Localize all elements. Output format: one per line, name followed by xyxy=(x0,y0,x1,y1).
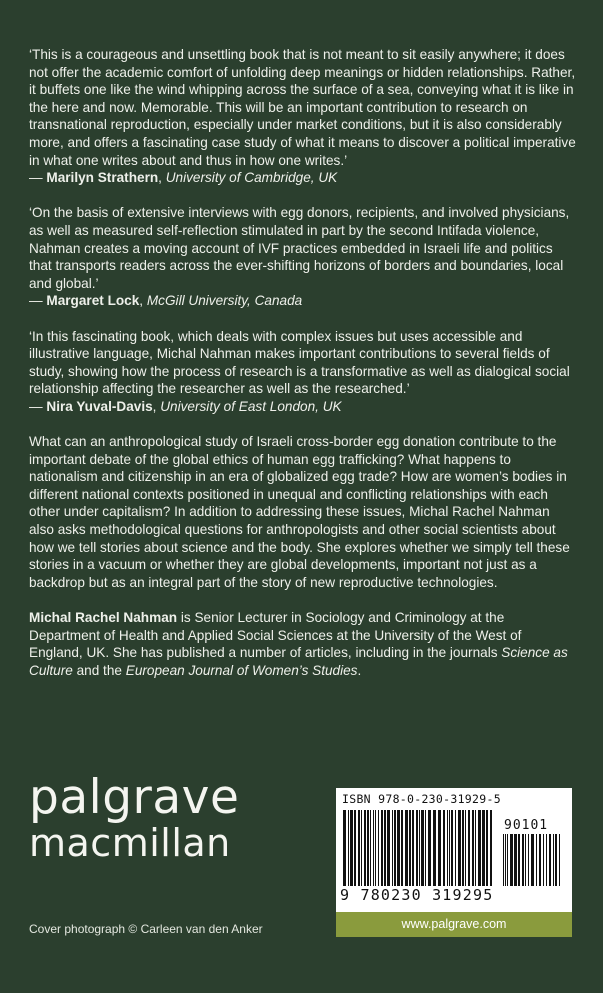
bio-text xyxy=(29,609,577,679)
barcode-bar xyxy=(468,810,470,886)
barcode-bar xyxy=(531,834,534,886)
barcode-bar xyxy=(392,810,393,886)
attribution-dash: — xyxy=(29,398,47,414)
book-description xyxy=(29,433,577,591)
barcode-bar xyxy=(518,834,520,886)
barcode-bar xyxy=(447,810,448,886)
barcode-bar xyxy=(394,810,396,886)
logo-line-2: macmillan xyxy=(29,821,231,865)
bio-text-part: and the xyxy=(72,662,126,678)
attribution-separator: , xyxy=(139,293,147,309)
barcode-bar xyxy=(472,810,474,886)
attribution-name: Marilyn Strathern xyxy=(46,170,159,186)
barcode-bar xyxy=(482,810,485,886)
barcode-bar xyxy=(364,810,366,886)
cover-photo-credit: Cover photograph © Carleen van den Anker xyxy=(29,922,263,936)
logo-line-1: palgrave xyxy=(29,770,240,825)
barcode-bar xyxy=(433,810,436,886)
barcode-bar xyxy=(522,834,524,886)
barcode-bar xyxy=(409,810,411,886)
quote-text: ‘This is a courageous and unsettling book that is not meant to sit easily anywhere; it does not offer the academic comfort of unfolding deep meanings or hidden relationships. Rather, it buffets one like the wind whipping across the surface of a sea, conveying what it is like in the here and now. Memorable. This will be an important contribution to research on transnational reproduction, especially under market conditions, but it is also considerably more, and offers a fascinating case study of what it means to discover a political imperative in what one writes about and thus in how one writes.’ xyxy=(29,47,576,168)
barcode-bar xyxy=(514,834,517,886)
barcode-bar xyxy=(465,810,466,886)
barcode-bar xyxy=(387,810,390,886)
attribution-institution: University of East London, UK xyxy=(160,398,342,414)
quote-attribution xyxy=(29,292,577,310)
barcode-bar xyxy=(455,810,456,886)
barcode-bar xyxy=(553,834,554,886)
isbn-label: ISBN 978-0-230-31929-5 xyxy=(342,792,501,806)
quote-text: ‘In this fascinating book, which deals with complex issues but uses accessible and illustrative language, Michal Nahman makes important contributions to several fields of study, showing how the process of research is a transformative as well as dialogical social relationship affecting the researcher as well as the researched.’ xyxy=(29,328,570,397)
barcode-bar xyxy=(528,834,529,886)
barcode-bar xyxy=(373,810,374,886)
barcode-bar xyxy=(451,810,453,886)
barcode-bar xyxy=(449,810,450,886)
barcode-bar xyxy=(555,834,557,886)
publisher-logo xyxy=(29,770,240,865)
description-text: What can an anthropological study of Israeli cross-border egg donation contribute to the important debate of the global ethics of human egg trafficking? What happens to nationalism and citizenship in an era of globalized egg trade? How are women’s bodies in different national contexts positioned in unequal and conflicting relationships with each other under capitalism? In addition to addressing these issues, Michal Rachel Nahman also asks methodological questions for anthropologists and other social scientists about how we tell stories about science and the body. She explores whether we simply tell these stories in a vacuum or whether they are global developments, important not just as a backdrop but as an integral part of the story of new reproductive technologies. xyxy=(29,434,570,590)
bio-text-part: is Senior Lecturer in Sociology and Criminology at the Department of Health and Applied Social Sciences at the University of the West of England, UK. She has published a number of articles, including in the journals xyxy=(29,610,522,661)
barcode-bar xyxy=(536,834,537,886)
barcode-bar xyxy=(421,810,424,886)
barcode-addon-bars xyxy=(502,834,564,886)
barcode-bar xyxy=(350,810,353,886)
bio-text-part: . xyxy=(357,662,362,678)
barcode-bar xyxy=(343,810,346,886)
barcode-bar xyxy=(428,810,431,886)
barcode-bar xyxy=(381,810,383,886)
barcode-bar xyxy=(503,834,504,886)
attribution-dash: — xyxy=(29,293,47,309)
barcode-bar xyxy=(438,810,441,886)
isbn-barcode xyxy=(336,788,572,912)
barcode-bar xyxy=(405,810,408,886)
barcode-bar xyxy=(378,810,379,886)
barcode-bar xyxy=(348,810,349,886)
barcode-bar xyxy=(384,810,386,886)
barcode-bar xyxy=(367,810,369,886)
barcode-bar xyxy=(507,834,508,886)
barcode-bar xyxy=(375,810,376,886)
barcode-bar xyxy=(370,810,371,886)
journal-title: Science as Culture xyxy=(29,645,568,678)
barcode-bar xyxy=(425,810,426,886)
barcode-bar xyxy=(354,810,356,886)
barcode-bar xyxy=(543,834,544,886)
quote-text: ‘On the basis of extensive interviews with egg donors, recipients, and involved physicians, as well as measured self-reflection stimulated in part by the second Intifada violence, Nahman creates a moving account of IVF practices embedded in Israeli life and politics that transports readers across the ever-shifting horizons of borders and boundaries, local and global.’ xyxy=(29,205,570,291)
barcode-bar xyxy=(475,810,476,886)
quote-attribution xyxy=(29,169,577,187)
attribution-separator: , xyxy=(158,170,166,186)
barcode-bar xyxy=(549,834,551,886)
barcode-price-code: 90101 xyxy=(504,818,549,833)
barcode-bar xyxy=(462,810,464,886)
back-cover-text xyxy=(29,46,577,697)
attribution-name: Margaret Lock xyxy=(46,293,140,309)
barcode-bar xyxy=(525,834,526,886)
attribution-name: Nira Yuval-Davis xyxy=(46,398,153,414)
attribution-dash: — xyxy=(29,170,47,186)
barcode-bar xyxy=(486,810,488,886)
journal-title: European Journal of Women’s Studies xyxy=(125,662,358,678)
author-bio xyxy=(29,609,577,679)
barcode-bar xyxy=(358,810,360,886)
barcode-bar xyxy=(458,810,461,886)
barcode-bar xyxy=(397,810,400,886)
barcode-bar xyxy=(443,810,445,886)
barcode-bar xyxy=(361,810,362,886)
barcode-bar xyxy=(401,810,403,886)
barcode-bar xyxy=(510,834,513,886)
barcode-bars xyxy=(342,810,494,886)
publisher-website[interactable]: www.palgrave.com xyxy=(336,912,572,937)
barcode-bar xyxy=(559,834,560,886)
quote-1 xyxy=(29,46,577,187)
barcode-digits: 9 780230 319295 xyxy=(340,886,494,904)
barcode-bar xyxy=(412,810,414,886)
quote-2 xyxy=(29,204,577,310)
barcode-bar xyxy=(478,810,481,886)
barcode-bar xyxy=(416,810,418,886)
barcode-bar xyxy=(490,810,492,886)
barcode-bar xyxy=(539,834,541,886)
barcode-bar xyxy=(505,834,506,886)
barcode-bar xyxy=(419,810,420,886)
attribution-separator: , xyxy=(152,398,161,414)
quote-attribution xyxy=(29,398,577,416)
author-name: Michal Rachel Nahman xyxy=(29,610,178,625)
quote-3 xyxy=(29,328,577,416)
attribution-institution: McGill University, Canada xyxy=(146,293,303,309)
barcode-bar xyxy=(546,834,547,886)
attribution-institution: University of Cambridge, UK xyxy=(165,170,338,186)
